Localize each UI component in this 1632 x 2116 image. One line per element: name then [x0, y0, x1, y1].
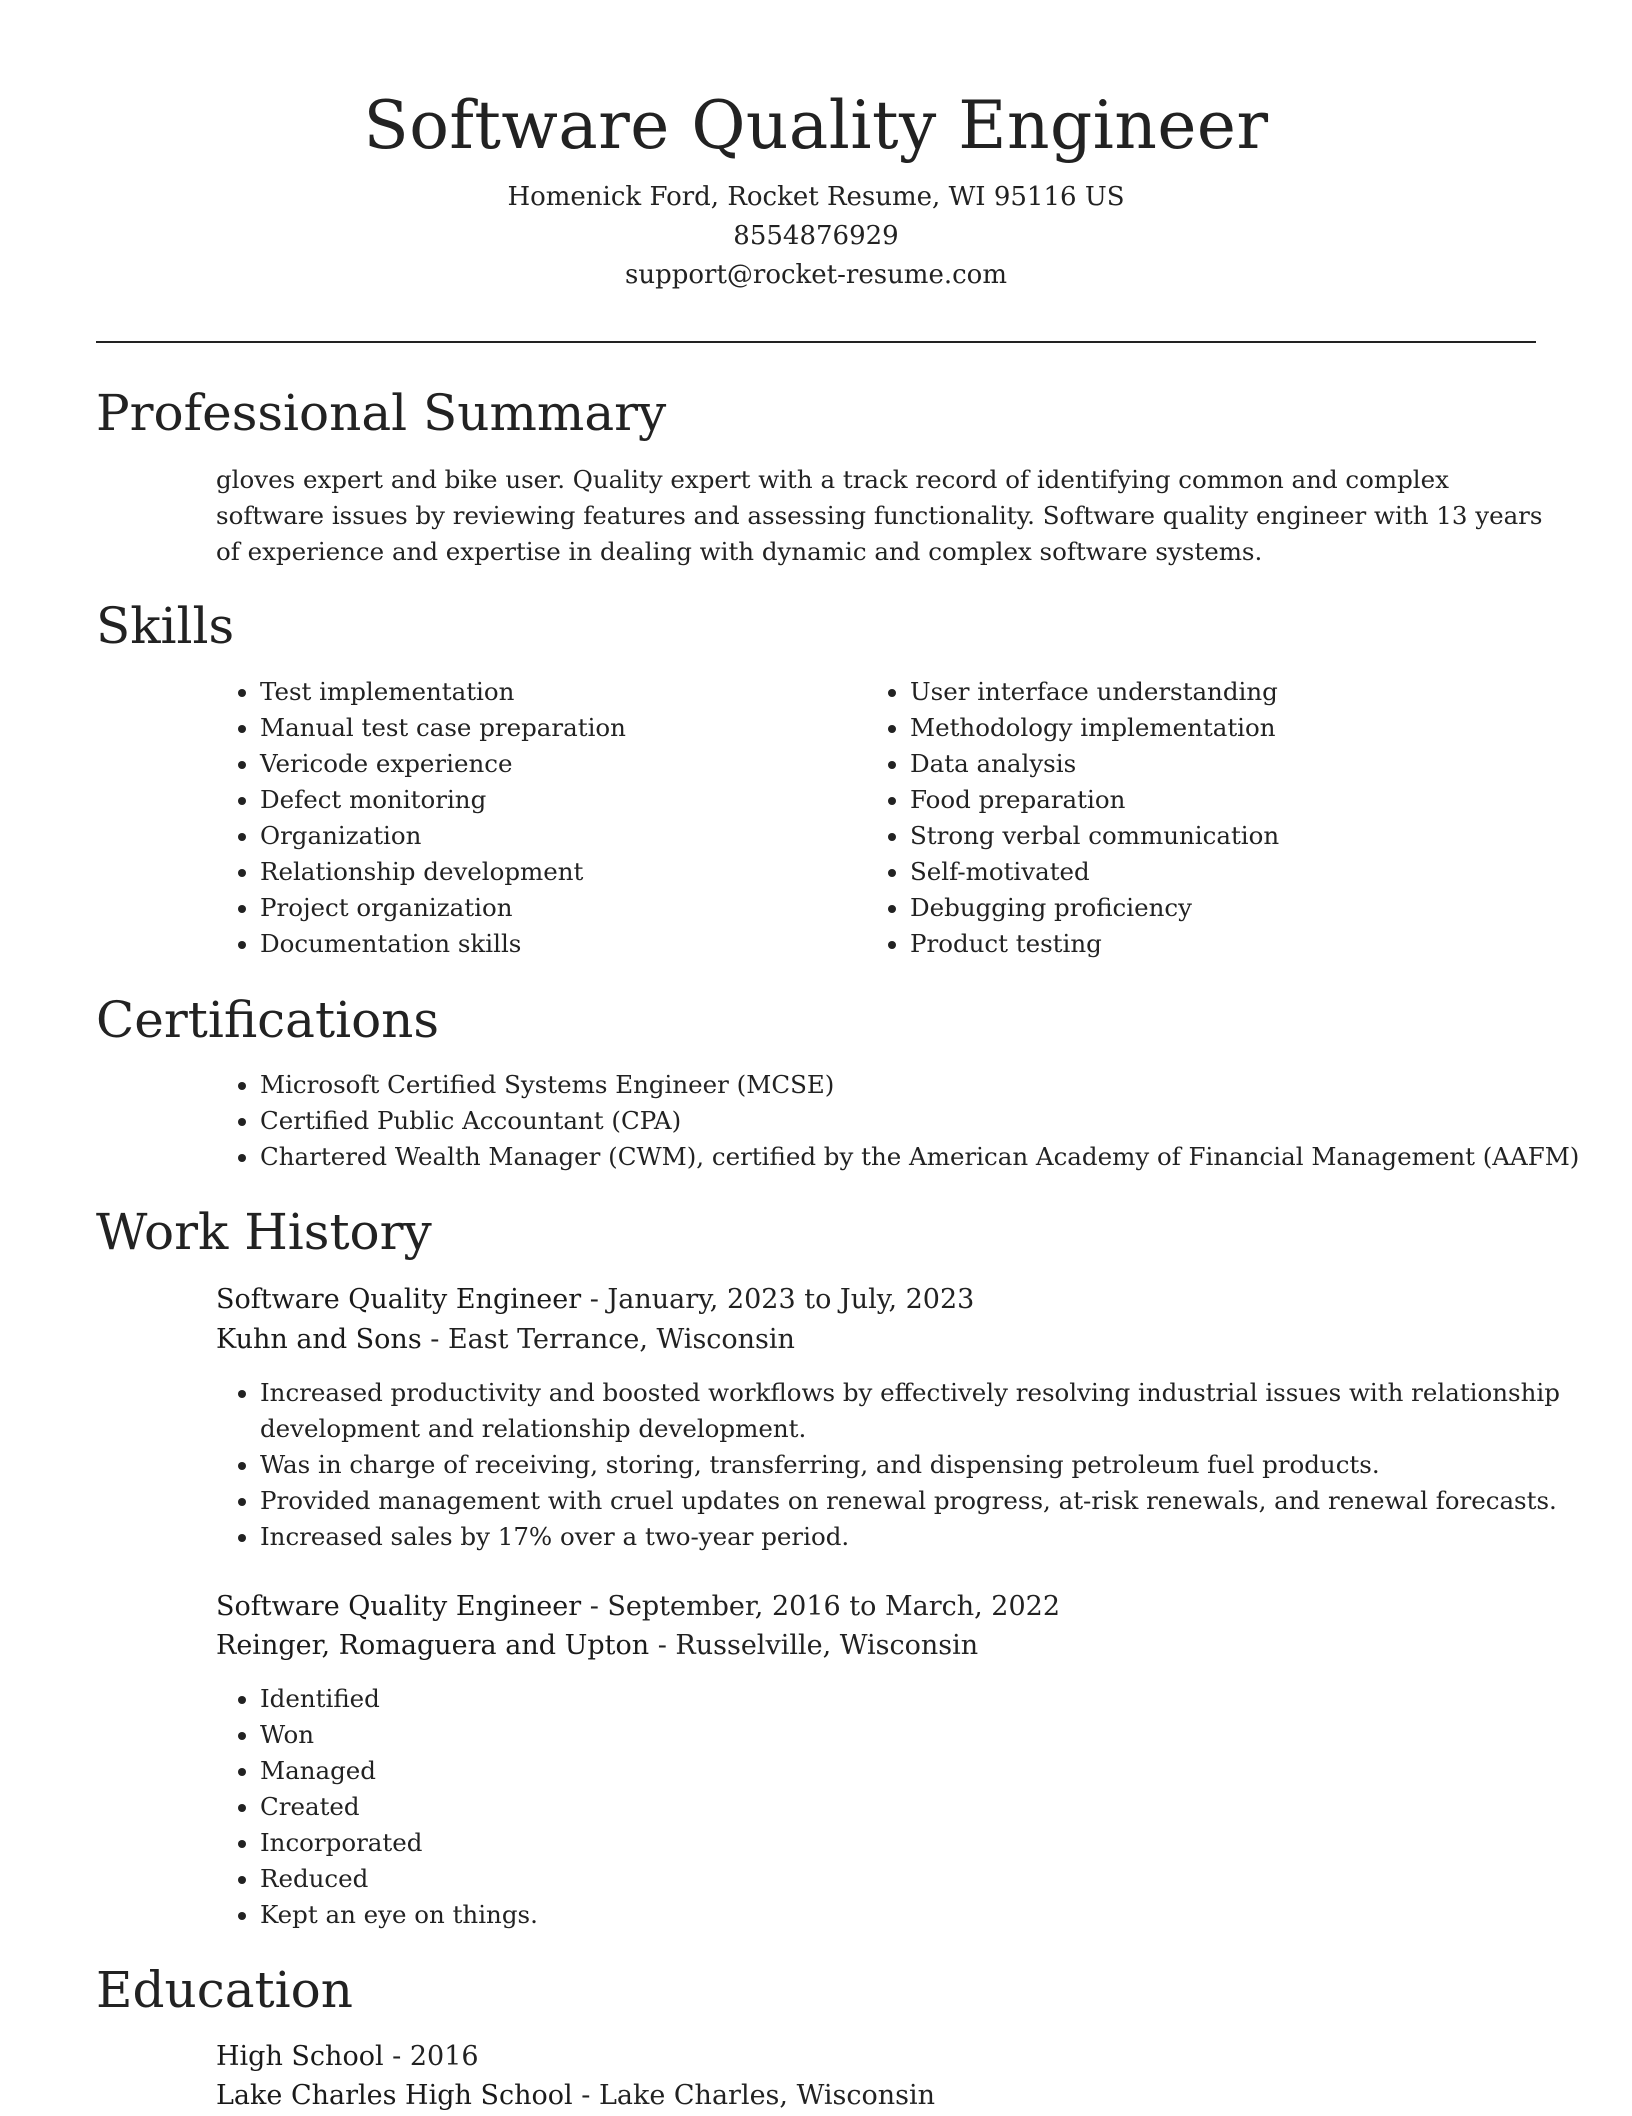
education-degree-line [216, 2037, 479, 2077]
skill-item: • Food preparation [910, 782, 1550, 818]
skill-item: • User interface understanding [910, 674, 1550, 710]
job-1-dates: - January, 2023 to July, 2023 [581, 1284, 975, 1315]
job-2-title: Software Quality Engineer [216, 1591, 582, 1622]
education-school: Lake Charles High School [216, 2080, 573, 2111]
skill-item: • Documentation skills [260, 926, 860, 962]
work-history-heading: Work History [96, 1203, 432, 1261]
skill-item: • Organization [260, 818, 860, 854]
job-bullet: • Increased sales by 17% over a two-year period. [260, 1519, 1590, 1555]
job-bullet: • Increased productivity and boosted workflows by effectively resolving industrial issues with relationship development and relationship development. [260, 1375, 1590, 1447]
summary-heading: Professional Summary [96, 384, 667, 442]
job-bullet: • Kept an eye on things. [260, 1897, 1590, 1933]
job-2-title-line [216, 1587, 1060, 1627]
resume-title: Software Quality Engineer [363, 87, 1269, 164]
skill-item: • Test implementation [260, 674, 860, 710]
job-bullet: • Managed [260, 1753, 1590, 1789]
job-bullet: • Was in charge of receiving, storing, transferring, and dispensing petroleum fuel products. [260, 1447, 1590, 1483]
skill-item: • Project organization [260, 890, 860, 926]
job-bullet: • Incorporated [260, 1825, 1590, 1861]
skill-item: • Data analysis [910, 746, 1550, 782]
education-location: - Lake Charles, Wisconsin [572, 2080, 935, 2111]
job-2-company: Reinger, Romaguera and Upton [216, 1630, 650, 1661]
skill-item: • Strong verbal communication [910, 818, 1550, 854]
job-2-dates: - September, 2016 to March, 2022 [581, 1591, 1060, 1622]
certifications-heading: Certifications [96, 991, 440, 1049]
education-year: - 2016 [383, 2041, 479, 2072]
contact-phone: 8554876929 [733, 221, 899, 251]
header-divider [96, 341, 1536, 343]
certification-item: • Certified Public Accountant (CPA) [260, 1103, 1590, 1139]
job-1-bullets [216, 1375, 1590, 1555]
job-1-title: Software Quality Engineer [216, 1284, 582, 1315]
contact-address: Homenick Ford, Rocket Resume, WI 95116 US [507, 182, 1125, 212]
skill-item: • Vericode experience [260, 746, 860, 782]
resume-header [0, 78, 1632, 295]
job-2-location: - Russelville, Wisconsin [649, 1630, 979, 1661]
job-bullet: • Reduced [260, 1861, 1590, 1897]
skill-item: • Defect monitoring [260, 782, 860, 818]
skill-item: • Relationship development [260, 854, 860, 890]
job-1-company-line [216, 1320, 795, 1360]
job-bullet: • Provided management with cruel updates on renewal progress, at-risk renewals, and renewal forecasts. [260, 1483, 1590, 1519]
certification-item: • Microsoft Certified Systems Engineer (MCSE) [260, 1067, 1590, 1103]
skill-item: • Manual test case preparation [260, 710, 860, 746]
certification-item: • Chartered Wealth Manager (CWM), certified by the American Academy of Financial Management (AAFM) [260, 1139, 1590, 1175]
certifications-list [216, 1067, 1590, 1175]
skills-list-left [216, 674, 860, 962]
education-heading: Education [96, 1961, 353, 2019]
job-1-location: - East Terrance, Wisconsin [421, 1324, 795, 1355]
contact-email: support@rocket-resume.com [624, 260, 1007, 290]
education-school-line [216, 2076, 935, 2116]
job-2-bullets [216, 1681, 1590, 1933]
job-1-company: Kuhn and Sons [216, 1324, 422, 1355]
job-2-company-line [216, 1626, 978, 1666]
skills-list-right [866, 674, 1550, 962]
job-bullet: • Won [260, 1717, 1590, 1753]
skill-item: • Self-motivated [910, 854, 1550, 890]
skills-heading: Skills [96, 597, 235, 655]
skill-item: • Debugging proficiency [910, 890, 1550, 926]
education-degree: High School [216, 2041, 384, 2072]
summary-text: gloves expert and bike user. Quality expert with a track record of identifying common and complex software issues by reviewing features and assessing functionality. Software quality engineer with 13 years of experience and expertise in dealing with dynamic and complex software systems. [216, 465, 1543, 566]
job-bullet: • Created [260, 1789, 1590, 1825]
job-1-title-line [216, 1280, 974, 1320]
job-bullet: • Identified [260, 1681, 1590, 1717]
skill-item: • Methodology implementation [910, 710, 1550, 746]
skill-item: • Product testing [910, 926, 1550, 962]
